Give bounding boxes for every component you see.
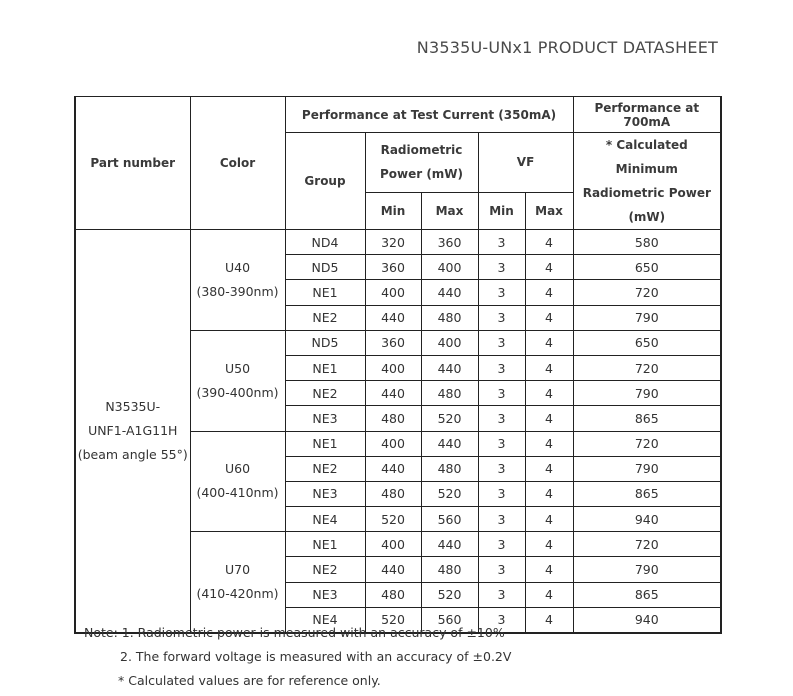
color-name: U50 (224, 360, 251, 376)
part-number-line: N3535U- (105, 399, 161, 414)
calc-power-cell: 720 (573, 355, 721, 380)
power-min-cell: 400 (365, 355, 421, 380)
calc-power-cell: 650 (573, 330, 721, 355)
vf-max-cell: 4 (525, 532, 573, 557)
power-max-cell: 440 (421, 280, 478, 305)
power-min-cell: 480 (365, 582, 421, 607)
power-min-cell: 440 (365, 456, 421, 481)
calc-power-cell: 580 (573, 230, 721, 255)
vf-max-cell: 4 (525, 507, 573, 532)
part-number-line: UNF1-A1G11H (88, 423, 178, 438)
power-max-cell: 480 (421, 456, 478, 481)
vf-max-cell: 4 (525, 330, 573, 355)
power-min-cell: 520 (365, 507, 421, 532)
calc-power-cell: 865 (573, 481, 721, 506)
vf-max-cell: 4 (525, 406, 573, 431)
vf-max-cell: 4 (525, 230, 573, 255)
power-min-cell: 440 (365, 557, 421, 582)
calc-power-cell: 720 (573, 280, 721, 305)
power-min-cell: 440 (365, 305, 421, 330)
vf-max-cell: 4 (525, 582, 573, 607)
power-max-cell: 560 (421, 607, 478, 633)
vf-max-cell: 4 (525, 305, 573, 330)
power-max-cell: 360 (421, 230, 478, 255)
note-3: * Calculated values are for reference only. (118, 673, 381, 688)
color-cell (190, 330, 285, 431)
header-calculated-minimum: * Calculated Minimum Radiometric Power (mW) (573, 133, 721, 230)
power-min-cell: 520 (365, 607, 421, 633)
calc-power-cell: 790 (573, 381, 721, 406)
group-cell: ND5 (285, 255, 365, 280)
vf-min-cell: 3 (478, 381, 525, 406)
calc-power-cell: 790 (573, 456, 721, 481)
group-cell: NE3 (285, 406, 365, 431)
vf-max-cell: 4 (525, 255, 573, 280)
vf-min-cell: 3 (478, 582, 525, 607)
group-cell: NE1 (285, 355, 365, 380)
header-radiometric-power: Radiometric Power (mW) (365, 133, 478, 193)
vf-max-cell: 4 (525, 456, 573, 481)
header-vf: VF (478, 133, 573, 193)
calc-power-cell: 940 (573, 607, 721, 633)
performance-table (74, 96, 722, 634)
power-max-cell: 520 (421, 481, 478, 506)
power-min-cell: 480 (365, 406, 421, 431)
power-min-cell: 360 (365, 330, 421, 355)
power-max-cell: 480 (421, 381, 478, 406)
color-name: U70 (224, 562, 251, 578)
power-min-cell: 400 (365, 431, 421, 456)
power-max-cell: 400 (421, 255, 478, 280)
power-min-cell: 360 (365, 255, 421, 280)
vf-min-cell: 3 (478, 330, 525, 355)
vf-min-cell: 3 (478, 230, 525, 255)
notes-section (84, 621, 511, 693)
vf-min-cell: 3 (478, 255, 525, 280)
calc-power-cell: 940 (573, 507, 721, 532)
group-cell: NE2 (285, 305, 365, 330)
vf-max-cell: 4 (525, 481, 573, 506)
vf-max-cell: 4 (525, 607, 573, 633)
calc-power-cell: 790 (573, 557, 721, 582)
note-1: Note: 1. Radiometric power is measured with an accuracy of ±10% (84, 625, 505, 640)
table-row (75, 230, 721, 255)
calc-power-cell: 865 (573, 406, 721, 431)
header-vf-max: Max (525, 192, 573, 229)
group-cell: NE4 (285, 507, 365, 532)
vf-min-cell: 3 (478, 305, 525, 330)
group-cell: ND4 (285, 230, 365, 255)
group-cell: ND5 (285, 330, 365, 355)
group-cell: NE4 (285, 607, 365, 633)
group-cell: NE1 (285, 431, 365, 456)
vf-max-cell: 4 (525, 355, 573, 380)
color-cell (190, 532, 285, 633)
header-performance-700ma: Performance at 700mA (573, 97, 721, 133)
group-cell: NE3 (285, 481, 365, 506)
group-cell: NE1 (285, 532, 365, 557)
color-name: U40 (224, 259, 251, 275)
power-max-cell: 400 (421, 330, 478, 355)
group-cell: NE1 (285, 280, 365, 305)
power-max-cell: 440 (421, 431, 478, 456)
calc-power-cell: 790 (573, 305, 721, 330)
header-color: Color (190, 97, 285, 230)
color-cell (190, 230, 285, 331)
header-power-min: Min (365, 192, 421, 229)
wavelength-range: (400-410nm) (196, 485, 279, 501)
wavelength-range: (390-400nm) (196, 384, 279, 400)
calc-power-cell: 720 (573, 532, 721, 557)
power-max-cell: 440 (421, 355, 478, 380)
power-max-cell: 480 (421, 557, 478, 582)
vf-min-cell: 3 (478, 481, 525, 506)
vf-max-cell: 4 (525, 557, 573, 582)
part-number-cell (75, 230, 190, 634)
vf-min-cell: 3 (478, 532, 525, 557)
color-name: U60 (224, 461, 251, 477)
header-group: Group (285, 133, 365, 230)
vf-min-cell: 3 (478, 507, 525, 532)
vf-max-cell: 4 (525, 381, 573, 406)
wavelength-range: (410-420nm) (196, 586, 279, 602)
power-max-cell: 440 (421, 532, 478, 557)
group-cell: NE2 (285, 557, 365, 582)
vf-min-cell: 3 (478, 280, 525, 305)
header-part-number: Part number (75, 97, 190, 230)
power-min-cell: 400 (365, 532, 421, 557)
power-max-cell: 480 (421, 305, 478, 330)
vf-min-cell: 3 (478, 456, 525, 481)
calc-power-cell: 720 (573, 431, 721, 456)
group-cell: NE3 (285, 582, 365, 607)
vf-min-cell: 3 (478, 431, 525, 456)
table-header (75, 97, 721, 230)
power-min-cell: 400 (365, 280, 421, 305)
power-min-cell: 480 (365, 481, 421, 506)
calc-power-cell: 650 (573, 255, 721, 280)
part-number-line: (beam angle 55°) (77, 447, 188, 462)
table-body (75, 230, 721, 634)
vf-min-cell: 3 (478, 355, 525, 380)
vf-min-cell: 3 (478, 557, 525, 582)
vf-min-cell: 3 (478, 406, 525, 431)
header-power-max: Max (421, 192, 478, 229)
power-min-cell: 440 (365, 381, 421, 406)
power-max-cell: 520 (421, 406, 478, 431)
note-2: 2. The forward voltage is measured with an accuracy of ±0.2V (120, 649, 512, 664)
power-max-cell: 520 (421, 582, 478, 607)
calc-power-cell: 865 (573, 582, 721, 607)
power-min-cell: 320 (365, 230, 421, 255)
group-cell: NE2 (285, 381, 365, 406)
group-cell: NE2 (285, 456, 365, 481)
datasheet-title: N3535U-UNx1 PRODUCT DATASHEET (416, 38, 718, 57)
color-cell (190, 431, 285, 532)
header-vf-min: Min (478, 192, 525, 229)
vf-min-cell: 3 (478, 607, 525, 633)
header-performance-test-current: Performance at Test Current (350mA) (285, 97, 573, 133)
vf-max-cell: 4 (525, 431, 573, 456)
wavelength-range: (380-390nm) (196, 283, 279, 299)
power-max-cell: 560 (421, 507, 478, 532)
vf-max-cell: 4 (525, 280, 573, 305)
